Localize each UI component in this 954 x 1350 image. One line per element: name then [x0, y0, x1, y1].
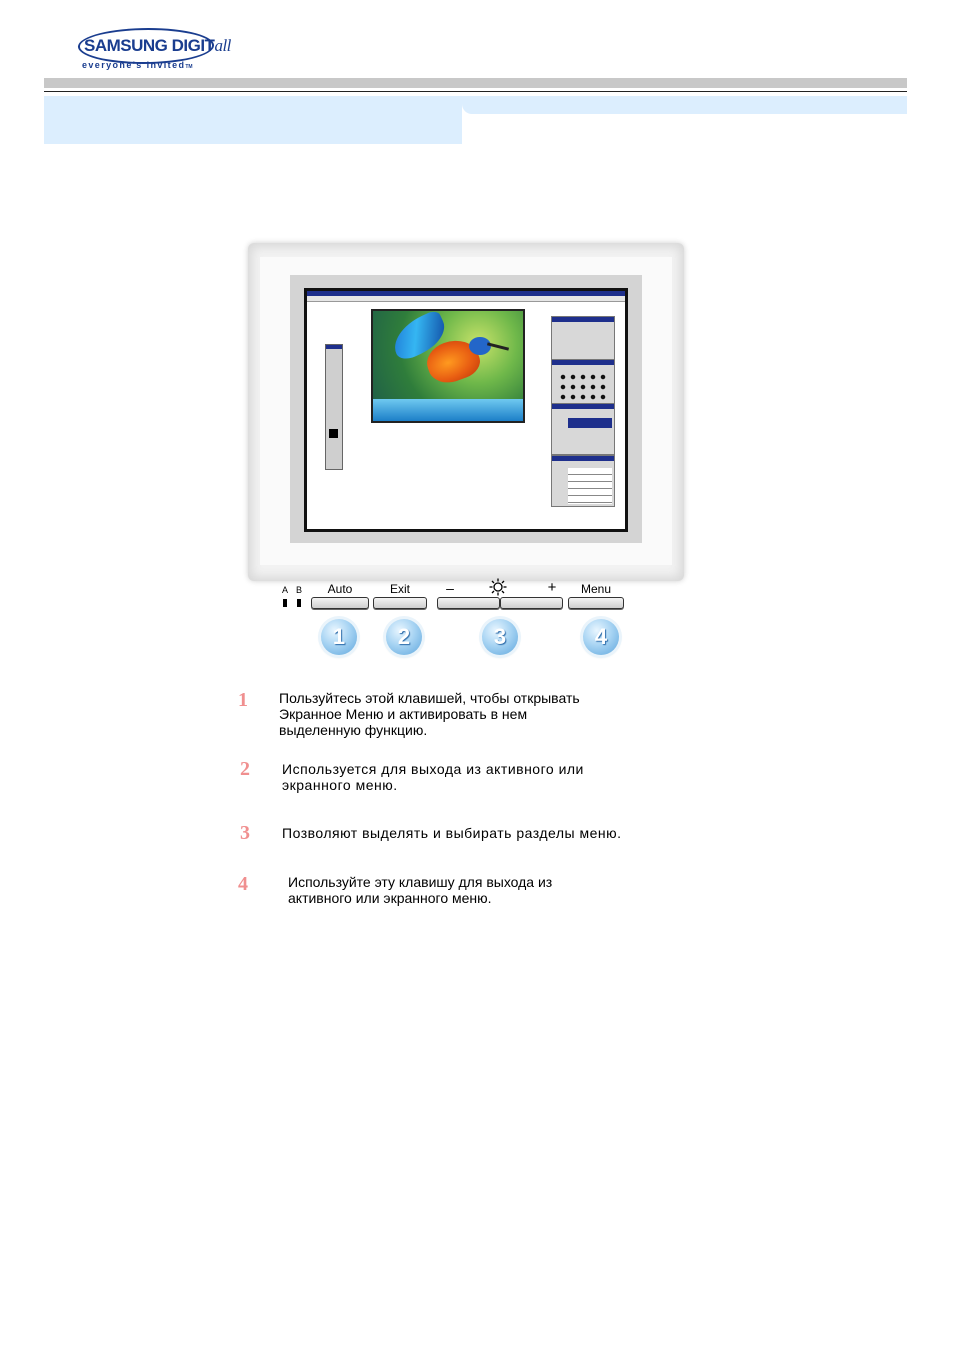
indicator-b-led	[297, 599, 301, 607]
desc-1-line-2: Экранное Меню и активировать в нем	[279, 706, 528, 722]
callout-2: 2	[386, 619, 422, 655]
panel-header	[552, 317, 614, 322]
logo-brand	[84, 36, 231, 56]
title-band-right	[462, 96, 907, 114]
logo-brand-suffix: all	[214, 36, 231, 55]
history-lines	[568, 468, 612, 504]
menu-button[interactable]	[568, 597, 624, 609]
panel-header	[552, 456, 614, 461]
exit-button-label: Exit	[389, 582, 410, 596]
water-splash	[373, 399, 523, 421]
logo-brand-text: SAMSUNG DIGIT	[84, 36, 215, 55]
monitor-screen	[304, 288, 628, 532]
minus-button[interactable]	[437, 597, 500, 609]
indicator-a-led	[283, 599, 287, 607]
desc-1-line-1: Пользуйтесь этой клавишей, чтобы открывать	[279, 690, 580, 706]
desc-4-line-1: Используйте эту клавишу для выхода из	[288, 874, 553, 890]
desc-2-line-2: экранного меню.	[282, 777, 398, 793]
screen-panel-layers	[551, 403, 615, 455]
desc-1-line-3: выделенную функцию.	[279, 722, 428, 738]
plus-button[interactable]	[500, 597, 563, 609]
desc-number-4: 4	[238, 873, 248, 895]
screen-toolbox	[325, 344, 343, 470]
auto-button-label: Auto	[327, 582, 353, 596]
desc-2-line-1: Используется для выхода из активного или	[282, 761, 584, 777]
minus-label: –	[446, 580, 454, 596]
monitor-bezel	[290, 275, 642, 543]
panel-header	[552, 360, 614, 365]
monitor-illustration	[248, 243, 684, 581]
plus-label: +	[547, 579, 557, 596]
desc-text-3	[282, 825, 622, 841]
toolbox-header	[326, 345, 342, 349]
toolbox-color-swatch	[329, 429, 338, 438]
header-dark-line	[44, 91, 907, 92]
desc-text-4	[288, 874, 552, 906]
screen-panel-navigator	[551, 316, 615, 360]
kingfisher-image	[371, 309, 525, 423]
logo-tagline-text: everyone's invited	[82, 60, 186, 70]
monitor-front	[260, 257, 672, 565]
menu-button-label: Menu	[580, 582, 612, 596]
screen-panel-history	[551, 455, 615, 507]
desc-number-3: 3	[240, 822, 250, 844]
logo-tm: TM	[185, 64, 193, 70]
samsung-logo	[78, 28, 231, 74]
layer-highlight	[568, 418, 612, 428]
sun-icon	[489, 578, 507, 596]
logo-tagline	[82, 60, 193, 70]
desc-text-2	[282, 761, 584, 793]
desc-number-2: 2	[240, 758, 250, 780]
indicator-b-label: B	[296, 585, 303, 595]
callout-1: 1	[321, 619, 357, 655]
header-grey-rule	[44, 78, 907, 88]
screen-app-menubar	[307, 296, 625, 302]
indicator-a-label: A	[282, 585, 289, 595]
callout-4: 4	[583, 619, 619, 655]
exit-button[interactable]	[373, 597, 427, 609]
title-band-left	[44, 96, 462, 144]
panel-header	[552, 404, 614, 409]
desc-number-1: 1	[238, 689, 248, 711]
bird-head	[469, 337, 491, 355]
desc-4-line-2: активного или экранного меню.	[288, 890, 492, 906]
auto-button[interactable]	[311, 597, 369, 609]
desc-3-line-1: Позволяют выделять и выбирать разделы меню.	[282, 825, 622, 841]
callout-3: 3	[482, 619, 518, 655]
desc-text-1	[279, 690, 580, 738]
